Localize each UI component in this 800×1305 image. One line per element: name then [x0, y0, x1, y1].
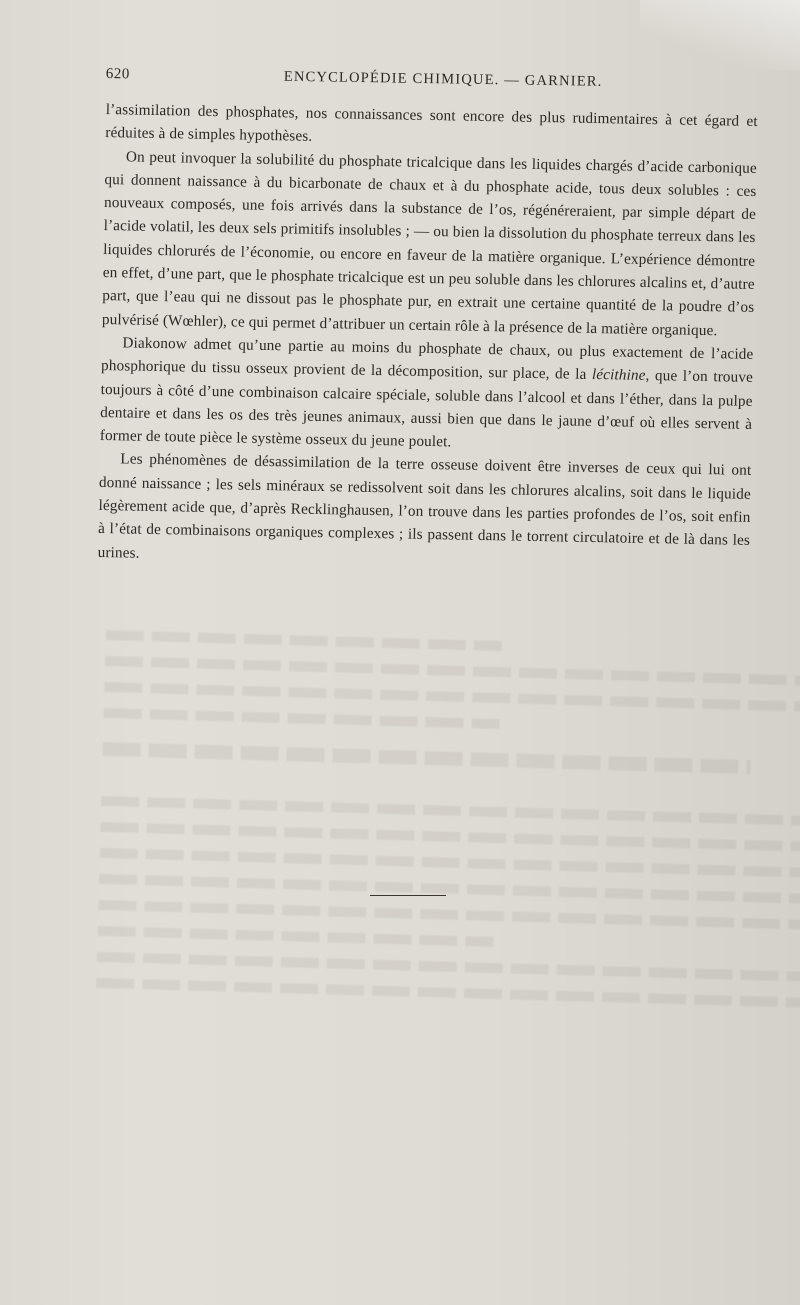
page-header	[106, 66, 766, 98]
paragraph-3	[100, 331, 754, 459]
running-head: ENCYCLOPÉDIE CHIMIQUE. — GARNIER.	[283, 68, 603, 90]
body-text	[97, 98, 757, 576]
page-corner-highlight	[640, 0, 800, 70]
page-number: 620	[105, 66, 130, 83]
italic-term-lecithine: lécithine	[591, 366, 646, 385]
bleed-through-texture	[94, 630, 800, 1070]
paragraph-4: Les phénomènes de désassimilation de la terre osseuse doivent être inverses de ceux qui lui ont donné naissance ; les sels minéraux se redissolvent soit dans les chlorures alcalins, soit dans le liquide légèrement acide que, d’après Recklinghausen, l’on trouve dans les parties profondes de l’os, soit enfin à l’état de combinaisons organiques complexes ; ils passent dans le torrent circulatoire et de là dans les urines.	[97, 450, 752, 562]
paragraph-1: l’assimilation des phosphates, nos connaissances sont encore des plus rudimentaires à cet égard et réduites à de simples hypothèses.	[105, 100, 758, 146]
paragraph-2: On peut invoquer la solubilité du phosphate tricalcique dans les liquides chargés d’acide carbonique qui donnent naissance à du bicarbonate de chaux et à du phosphate acide, tous deux solubles : ces nouveaux composés, une fois arrivés dans la substance de l’os, régénéreraient, par simple départ de l’acide volatil, les deux sels primitifs insolubles ; — ou bien la dissolution du phosphate terreux dans les liquides chlorurés de l’économie, ou encore en faveur de la matière organique. L’expérience démontre en effet, d’une part, que le phosphate tricalcique est un peu soluble dans les chlorures alcalins et, d’autre part, que l’eau qui ne dissout pas le phosphate pur, en extrait une certaine quantité de la poudre d’os pulvérisé (Wœhler), ce qui permet d’attribuer un certain rôle à la présence de la matière organique.	[101, 147, 757, 339]
paragraph-3-text-a: Diakonow admet qu’une partie au moins du phosphate de chaux, ou plus exactement de l’acide phosphorique du tissu osseux provient de la décomposition, sur place, de la	[100, 334, 754, 384]
section-end-rule	[370, 895, 446, 896]
paragraph-3-text-b: , que l’on trouve toujours à côté d’une combinaison calcaire spéciale, soluble dans l’alcool et dans l’éther, dans la pulpe dentaire et dans les os des très jeunes animaux, aussi bien que dans le jaune d’œuf où elles servent à former de toute pièce le système osseux du jeune poulet.	[99, 367, 754, 451]
